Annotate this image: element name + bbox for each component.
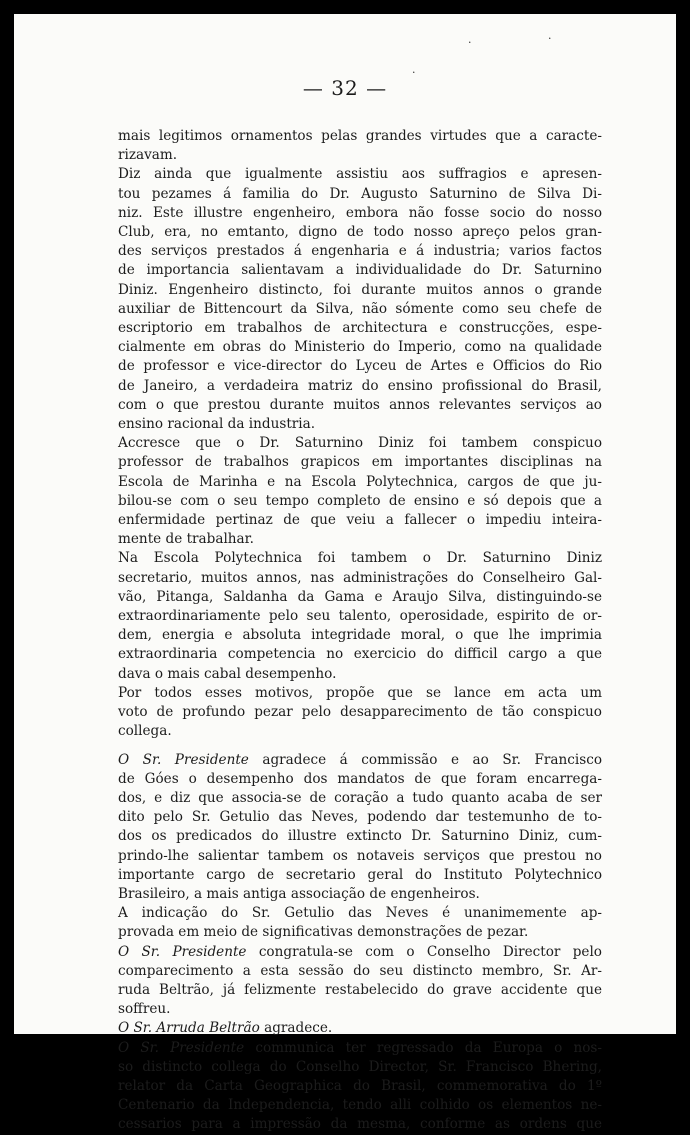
print-speck: · (468, 36, 472, 49)
paragraph-10 (88, 1039, 602, 1135)
text-line: Accresce que o Dr. Saturnino Diniz foi tambem conspicuo (118, 435, 602, 452)
speaker-name: O Sr. Arruda Beltrão (118, 1020, 260, 1037)
text-line: so distincto collega do Conselho Director, Sr. Francisco Bhering, (118, 1058, 602, 1075)
text-line: collega. (118, 723, 172, 740)
paragraph-1 (88, 127, 602, 165)
text-line: cessarios para a impressão da mesma, conforme as ordens que (118, 1116, 602, 1133)
book-page (14, 14, 676, 1133)
paragraph-6 (88, 751, 602, 905)
text-line: importante cargo de secretario geral do Instituto Polytechnico (118, 866, 602, 883)
print-speck: · (412, 66, 416, 79)
text-line: Por todos esses motivos, propõe que se lance em acta um (118, 684, 602, 701)
text-line: enfermidade pertinaz de que veiu a fallecer o impediu inteira- (118, 512, 602, 529)
text-line: Na Escola Polytechnica foi tambem o Dr. Saturnino Diniz (118, 550, 602, 567)
text-line: de professor e vice-director do Lyceu de Artes e Officios do Rio (118, 358, 602, 375)
text-line: mais legitimos ornamentos pelas grandes virtudes que a caracte- (118, 128, 602, 144)
text-line: Club, era, no emtanto, digno de todo nosso apreço pelos gran- (118, 224, 602, 241)
text-line: tou pezames á familia do Dr. Augusto Saturnino de Silva Di- (118, 185, 602, 202)
text-line: bilou-se com o seu tempo completo de ensino e só depois que a (118, 492, 602, 509)
text-line: mente de trabalhar. (118, 531, 254, 548)
text-line: de Góes o desempenho dos mandatos de que foram encarrega- (118, 770, 602, 787)
text-line: dos, e diz que associa-se de coração a tudo quanto acaba de ser (118, 789, 602, 806)
text-run: congratula-se com o Conselho Director pelo (246, 943, 602, 960)
text-line: soffreu. (118, 1001, 171, 1018)
text-line: cialmente em obras do Ministerio do Imperio, como na qualidade (118, 339, 602, 356)
text-line: extraordinaria competencia no exercicio do difficil cargo a que (118, 646, 602, 663)
text-line: provada em meio de significativas demonstrações de pezar. (118, 924, 529, 941)
text-line: A indicação do Sr. Getulio das Neves é unanimemente ap- (118, 905, 602, 922)
text-run: agradece. (259, 1020, 333, 1037)
paragraph-4 (88, 549, 602, 683)
text-line: dito pelo Sr. Getulio das Neves, podendo dar testemunho de to- (118, 809, 602, 826)
speaker-name: O Sr. Presidente (118, 943, 247, 960)
text-line: extraordinariamente pelo seu talento, operosidade, espirito de or- (118, 608, 602, 625)
text-line: Brasileiro, a mais antiga associação de engenheiros. (118, 885, 480, 902)
page-number: — 32 — (302, 76, 388, 100)
paragraph-3 (88, 434, 602, 549)
text-line: de Janeiro, a verdadeira matriz do ensino profissional do Brasil, (118, 377, 602, 394)
paragraph-2 (88, 165, 602, 434)
text-line: voto de profundo pezar pelo desapparecimento de tão conspicuo (118, 704, 602, 721)
page-body (88, 127, 602, 1135)
text-line (88, 751, 602, 770)
text-line: relator da Carta Geographica do Brasil, commemorativa do 1º (118, 1077, 602, 1094)
text-line: des serviços prestados á engenharia e á industria; varios factos (118, 243, 602, 260)
text-line: comparecimento a esta sessão do seu distincto membro, Sr. Ar- (118, 962, 602, 979)
text-line: Escola de Marinha e na Escola Polytechnica, cargos de que ju- (118, 473, 602, 490)
text-run: communica ter regressado da Europa o nos- (244, 1039, 602, 1056)
text-line: dos os predicados do illustre extincto Dr. Saturnino Diniz, cum- (118, 828, 602, 845)
print-speck: · (548, 32, 552, 45)
text-line (88, 943, 602, 962)
speaker-name: O Sr. Presidente (118, 1039, 245, 1056)
text-line: escriptorio em trabalhos de architectura e construcções, espe- (118, 320, 602, 337)
text-line: secretario, muitos annos, nas administrações do Conselheiro Gal- (118, 569, 602, 586)
paragraph-8 (88, 943, 602, 1020)
speaker-name: O Sr. Presidente (118, 751, 249, 768)
text-line: com o que prestou durante muitos annos relevantes serviços ao (118, 396, 602, 413)
text-line: niz. Este illustre engenheiro, embora não fosse socio do nosso (118, 204, 602, 221)
text-line: ruda Beltrão, já felizmente restabelecido do grave accidente que (118, 981, 602, 998)
text-line: Diz ainda que igualmente assistiu aos suffragios e apresen- (118, 166, 602, 183)
paragraph-7 (88, 904, 602, 942)
text-line: dem, energia e absoluta integridade moral, o que lhe imprimia (118, 627, 602, 644)
text-line: vão, Pitanga, Saldanha da Gama e Araujo Silva, distinguindo-se (118, 588, 602, 605)
text-line: Centenario da Independencia, tendo alli colhido os elementos ne- (118, 1097, 602, 1114)
paragraph-9 (88, 1019, 602, 1038)
text-line: prindo-lhe salientar tambem os notaveis serviços que prestou no (118, 847, 602, 864)
text-line: ensino racional da industria. (118, 416, 316, 433)
text-line: professor de trabalhos grapicos em importantes disciplinas na (118, 454, 602, 471)
text-line: auxiliar de Bittencourt da Silva, não sómente como seu chefe de (118, 300, 602, 317)
text-line: Diniz. Engenheiro distincto, foi durante muitos annos o grande (118, 281, 602, 298)
text-line (88, 1039, 602, 1058)
paragraph-5 (88, 684, 602, 742)
text-line: dava o mais cabal desempenho. (118, 665, 337, 682)
text-line: rizavam. (118, 147, 178, 164)
text-line (88, 1019, 602, 1038)
text-run: agradece á commissão e ao Sr. Francisco (248, 751, 603, 768)
text-line: de importancia salientavam a individualidade do Dr. Saturnino (118, 262, 602, 279)
